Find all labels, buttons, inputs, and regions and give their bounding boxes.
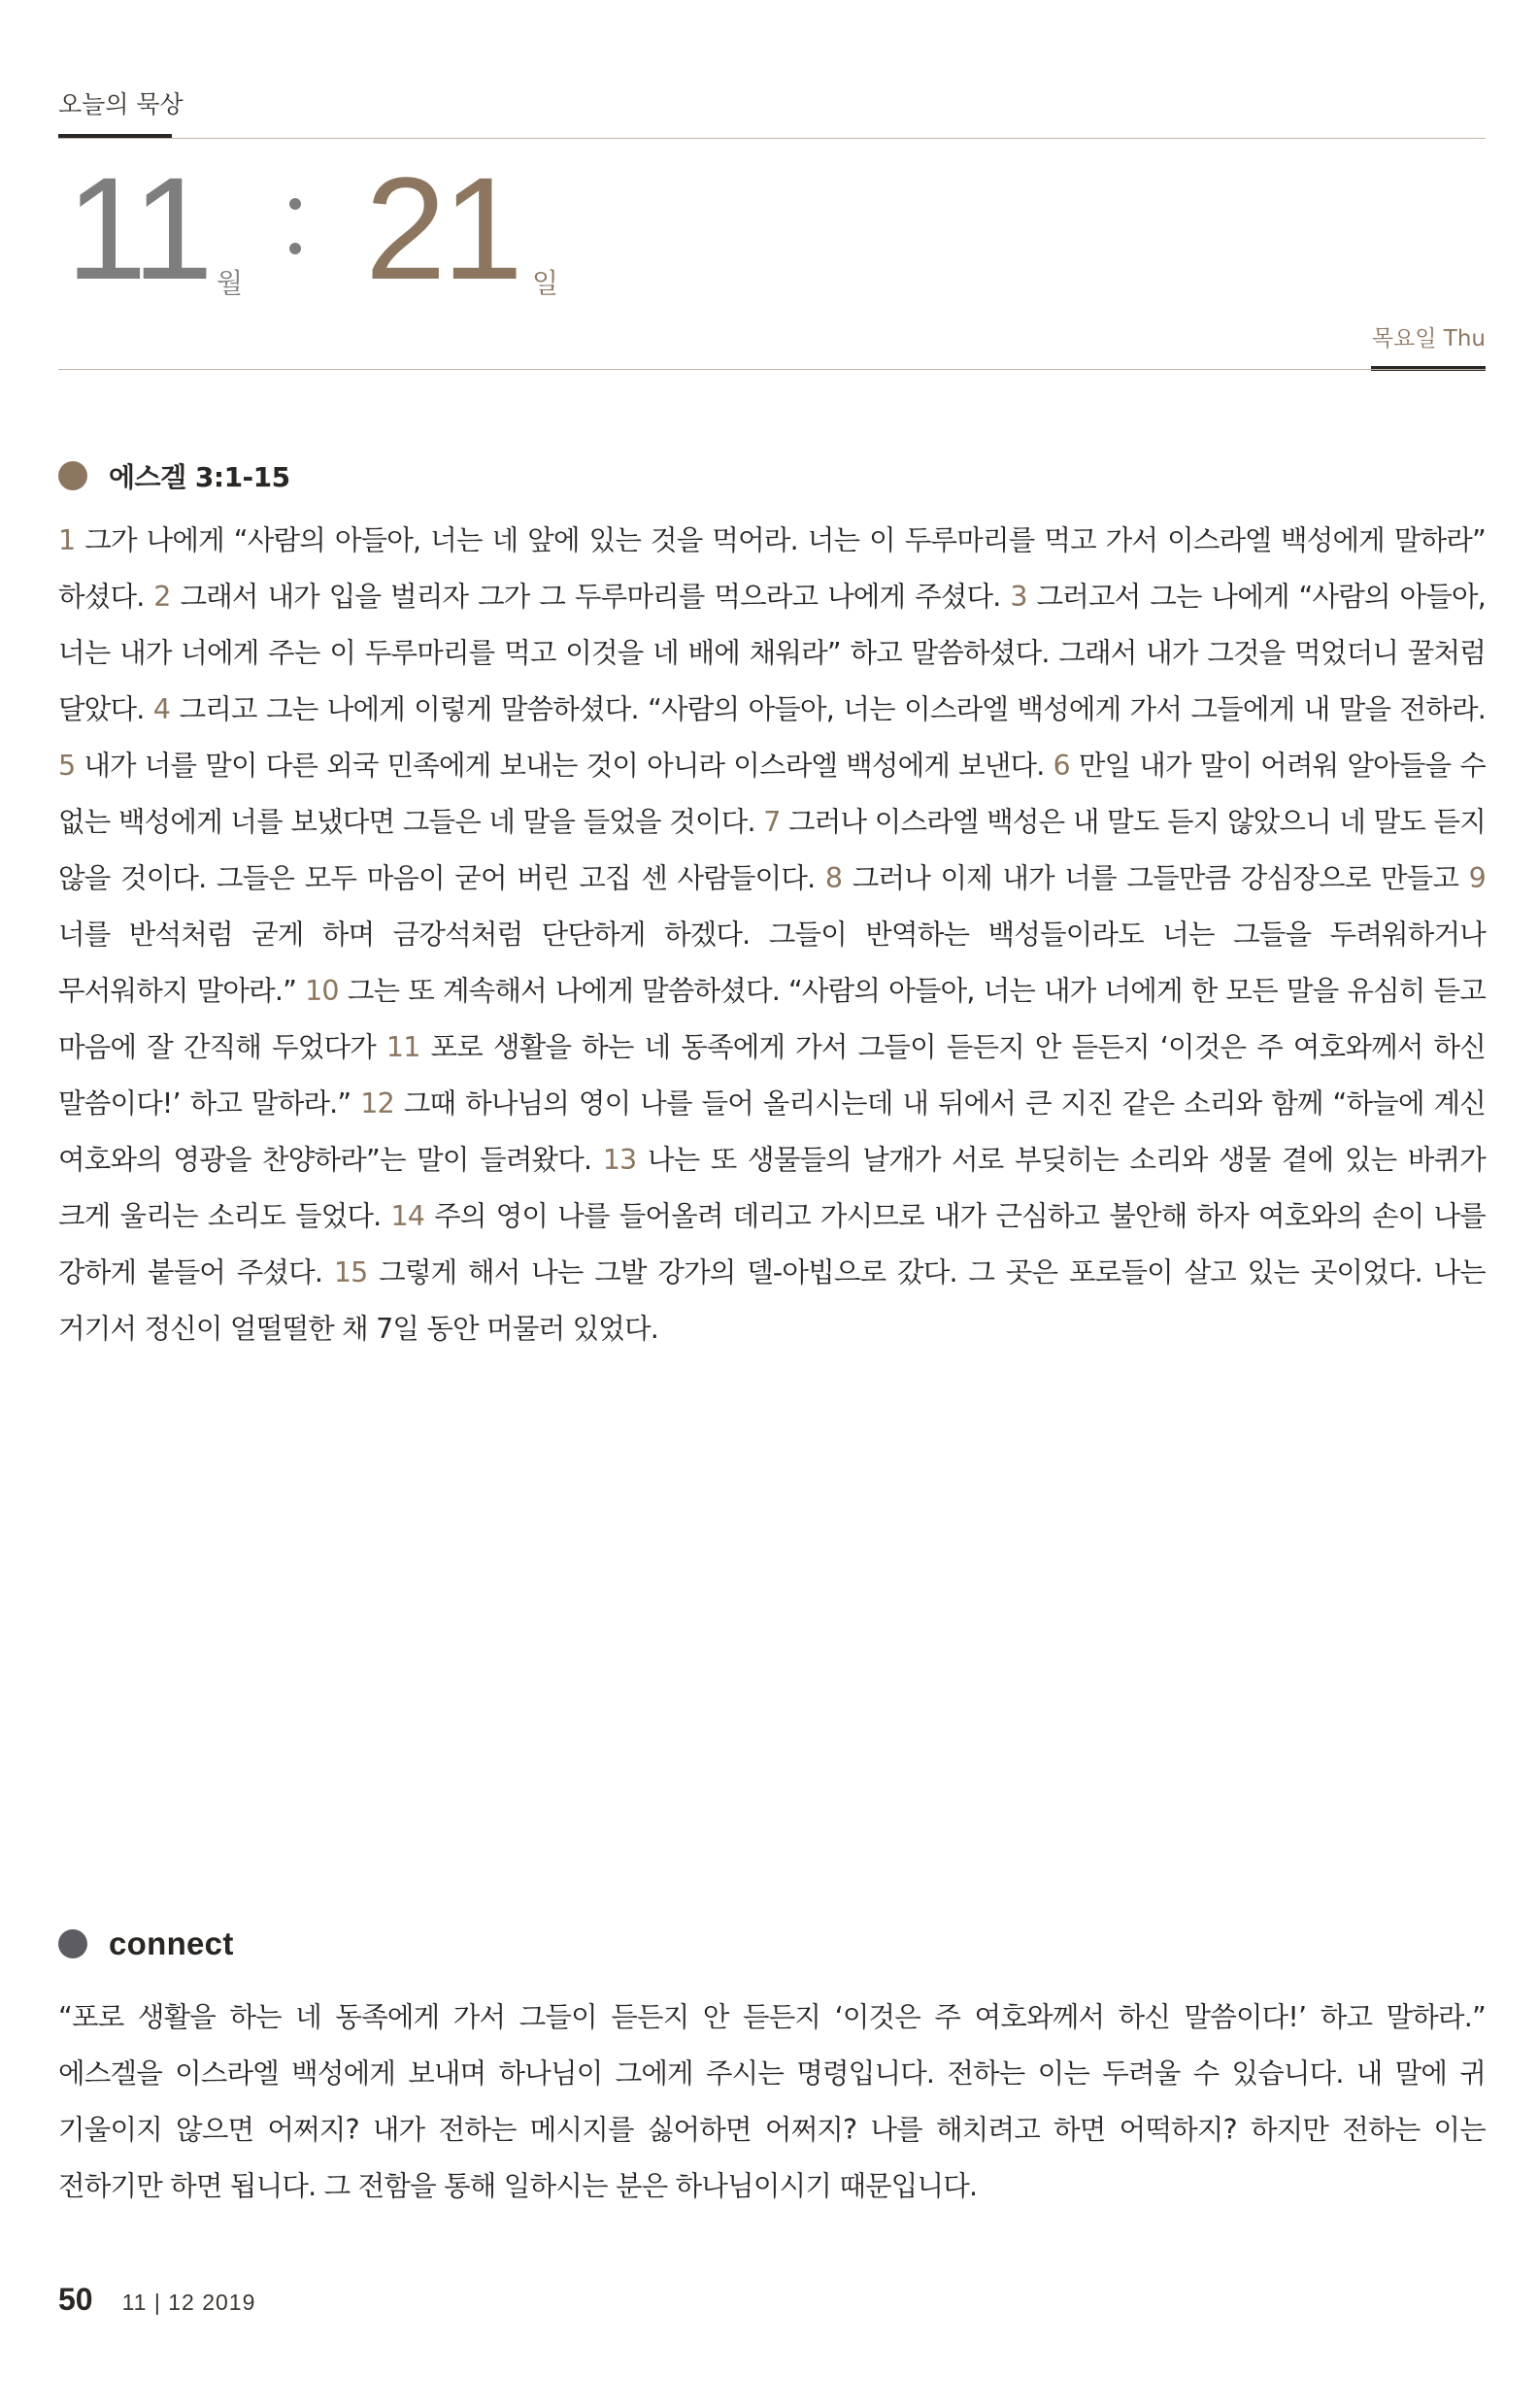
verse-number: 5 <box>58 750 76 782</box>
scripture-heading <box>58 456 290 495</box>
bullet-dot-icon <box>58 1929 87 1958</box>
verse-number: 10 <box>305 975 339 1007</box>
page-number: 50 <box>58 2282 93 2317</box>
verse-number: 9 <box>1468 862 1486 894</box>
date-colon <box>289 194 303 272</box>
verse-number: 1 <box>58 524 76 556</box>
connect-body: “포로 생활을 하는 네 동족에게 가서 그들이 듣든지 안 듣든지 ‘이것은 주 여호와께서 하신 말씀이다!’ 하고 말하라.” 에스겔을 이스라엘 백성에게 보내며 하나님이 그에게 주시는 명령입니다. 전하는 이는 두려울 수 있습니다. 내 말에 귀 기울이지 않으면 어쩌지? 내가 전하는 메시지를 싫어하면 어쩌지? 나를 해치려고 하면 어떡하지? 하지만 전하는 이는 전하기만 하면 됩니다. 그 전함을 통해 일하시는 분은 하나님이시기 때문입니다. <box>58 2001 1486 2202</box>
verse-text: 그러나 이스라엘 백성은 내 말도 듣지 않았으니 네 말도 듣지 않을 것이다. 그들은 모두 마음이 굳어 버린 고집 센 사람들이다. <box>58 806 1487 894</box>
month-number: 11 <box>66 147 210 310</box>
date-block <box>56 147 833 311</box>
verse-text: 만일 내가 말이 어려워 알아들을 수 없는 백성에게 너를 보냈다면 그들은 네 말을 들었을 것이다. <box>58 750 1486 838</box>
verse-number: 11 <box>385 1031 420 1063</box>
footer <box>58 2282 255 2318</box>
verse-text: 그러나 이제 내가 너를 그들만큼 강심장으로 만들고 <box>842 862 1469 894</box>
middle-divider <box>58 369 1486 370</box>
verse-text: 주의 영이 나를 들어올려 데리고 가시므로 내가 근심하고 불안해 하자 여호와의 손이 나를 강하게 붙들어 주셨다. <box>58 1200 1486 1288</box>
issue-date: 11 | 12 2019 <box>121 2290 256 2315</box>
verse-number: 6 <box>1053 750 1070 782</box>
verse-text: 그때 하나님의 영이 나를 들어 올리시는데 내 뒤에서 큰 지진 같은 소리와 함께 “하늘에 계신 여호와의 영광을 찬양하라”는 말이 들려왔다. <box>58 1087 1486 1176</box>
verse-text: 그리고 그는 나에게 이렇게 말씀하셨다. “사람의 아들아, 너는 이스라엘 백성에게 가서 그들에게 내 말을 전하라. <box>170 693 1486 725</box>
verse-number: 3 <box>1010 581 1027 613</box>
verse-text: 포로 생활을 하는 네 동족에게 가서 그들이 듣든지 안 듣든지 ‘이것은 주 여호와께서 하신 말씀이다!’ 하고 말하라.” <box>58 1031 1486 1120</box>
verse-text: 그가 나에게 “사람의 아들아, 너는 네 앞에 있는 것을 먹어라. 너는 이 두루마리를 먹고 가서 이스라엘 백성에게 말하라” 하셨다. <box>58 524 1486 613</box>
day-number: 21 <box>365 147 519 310</box>
scripture-text <box>58 513 1486 1357</box>
header-title: 오늘의 묵상 <box>58 90 184 118</box>
verse-number: 14 <box>390 1200 425 1232</box>
verse-text: 그는 또 계속해서 나에게 말씀하셨다. “사람의 아들아, 너는 내가 너에게 한 모든 말을 유심히 듣고 마음에 잘 간직해 두었다가 <box>58 975 1487 1063</box>
verse-text: 그래서 내가 입을 벌리자 그가 그 두루마리를 먹으라고 나에게 주셨다. <box>170 581 1011 613</box>
verse-text: 내가 너를 말이 다른 외국 민족에게 보내는 것이 아니라 이스라엘 백성에게 보낸다. <box>75 750 1053 782</box>
verse-number: 4 <box>152 693 171 725</box>
verse-text: 그러고서 그는 나에게 “사람의 아들아, 너는 내가 너에게 주는 이 두루마리를 먹고 이것을 네 배에 채워라” 하고 말씀하셨다. 그래서 내가 그것을 먹었더니 꿀처럼 달았다. <box>58 581 1486 725</box>
connect-heading <box>58 1925 234 1962</box>
verse-text: 나는 또 생물들의 날개가 서로 부딪히는 소리와 생물 곁에 있는 바퀴가 크게 울리는 소리도 들었다. <box>58 1144 1486 1232</box>
verse-number: 7 <box>763 806 781 838</box>
scripture-reference: 에스겔 3:1-15 <box>109 461 290 493</box>
colon-dot-top <box>289 198 301 210</box>
verse-number: 2 <box>153 581 171 613</box>
verse-text: 그렇게 해서 나는 그발 강가의 델-아빕으로 갔다. 그 곳은 포로들이 살고 있는 곳이었다. 나는 거기서 정신이 얼떨떨한 채 7일 동안 머물러 있었다. <box>58 1256 1486 1345</box>
weekday: 목요일 Thu <box>1371 326 1486 351</box>
verse-number: 12 <box>360 1087 394 1120</box>
verse-number: 8 <box>824 862 843 894</box>
connect-title: connect <box>109 1925 234 1961</box>
bullet-dot-icon <box>58 461 87 490</box>
colon-dot-bottom <box>289 243 301 254</box>
verse-text: 너를 반석처럼 굳게 하며 금강석처럼 단단하게 하겠다. 그들이 반역하는 백성들이라도 너는 그들을 두려워하거나 무서워하지 말아라.” <box>58 919 1486 1007</box>
verse-number: 15 <box>333 1256 368 1288</box>
month-label: 월 <box>217 267 244 299</box>
top-divider <box>58 138 1486 139</box>
verse-number: 13 <box>602 1144 637 1176</box>
day-label: 일 <box>532 267 559 299</box>
